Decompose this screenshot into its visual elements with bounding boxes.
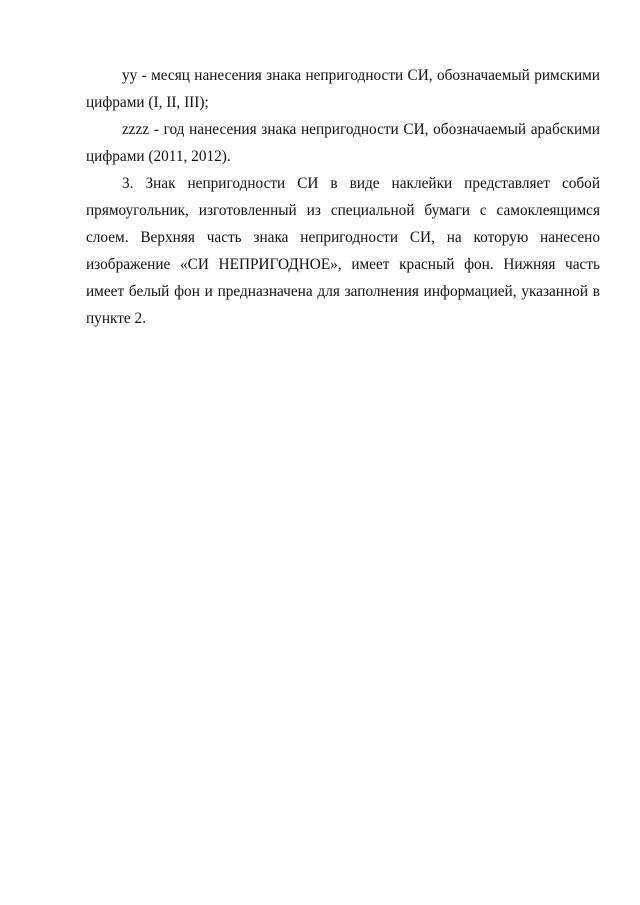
document-body (86, 62, 600, 332)
paragraph-year-definition: zzzz - год нанесения знака непригодности СИ, обозначаемый арабскими цифрами (2011, 2012). (86, 121, 600, 165)
paragraph-month-definition: уу - месяц нанесения знака непригодности СИ, обозначаемый римскими цифрами (I, II, III); (86, 67, 600, 111)
paragraph-item-3: 3. Знак непригодности СИ в виде наклейки представляет собой прямоугольник, изготовленный из специальной бумаги с самоклеящимся слоем. Верхняя часть знака непригодности СИ, на которую нанесено изображение «СИ НЕПРИГОДНОЕ», имеет красный фон. Нижняя часть имеет белый фон и предназначена для заполнения информацией, указанной в пункте 2. (86, 175, 600, 327)
